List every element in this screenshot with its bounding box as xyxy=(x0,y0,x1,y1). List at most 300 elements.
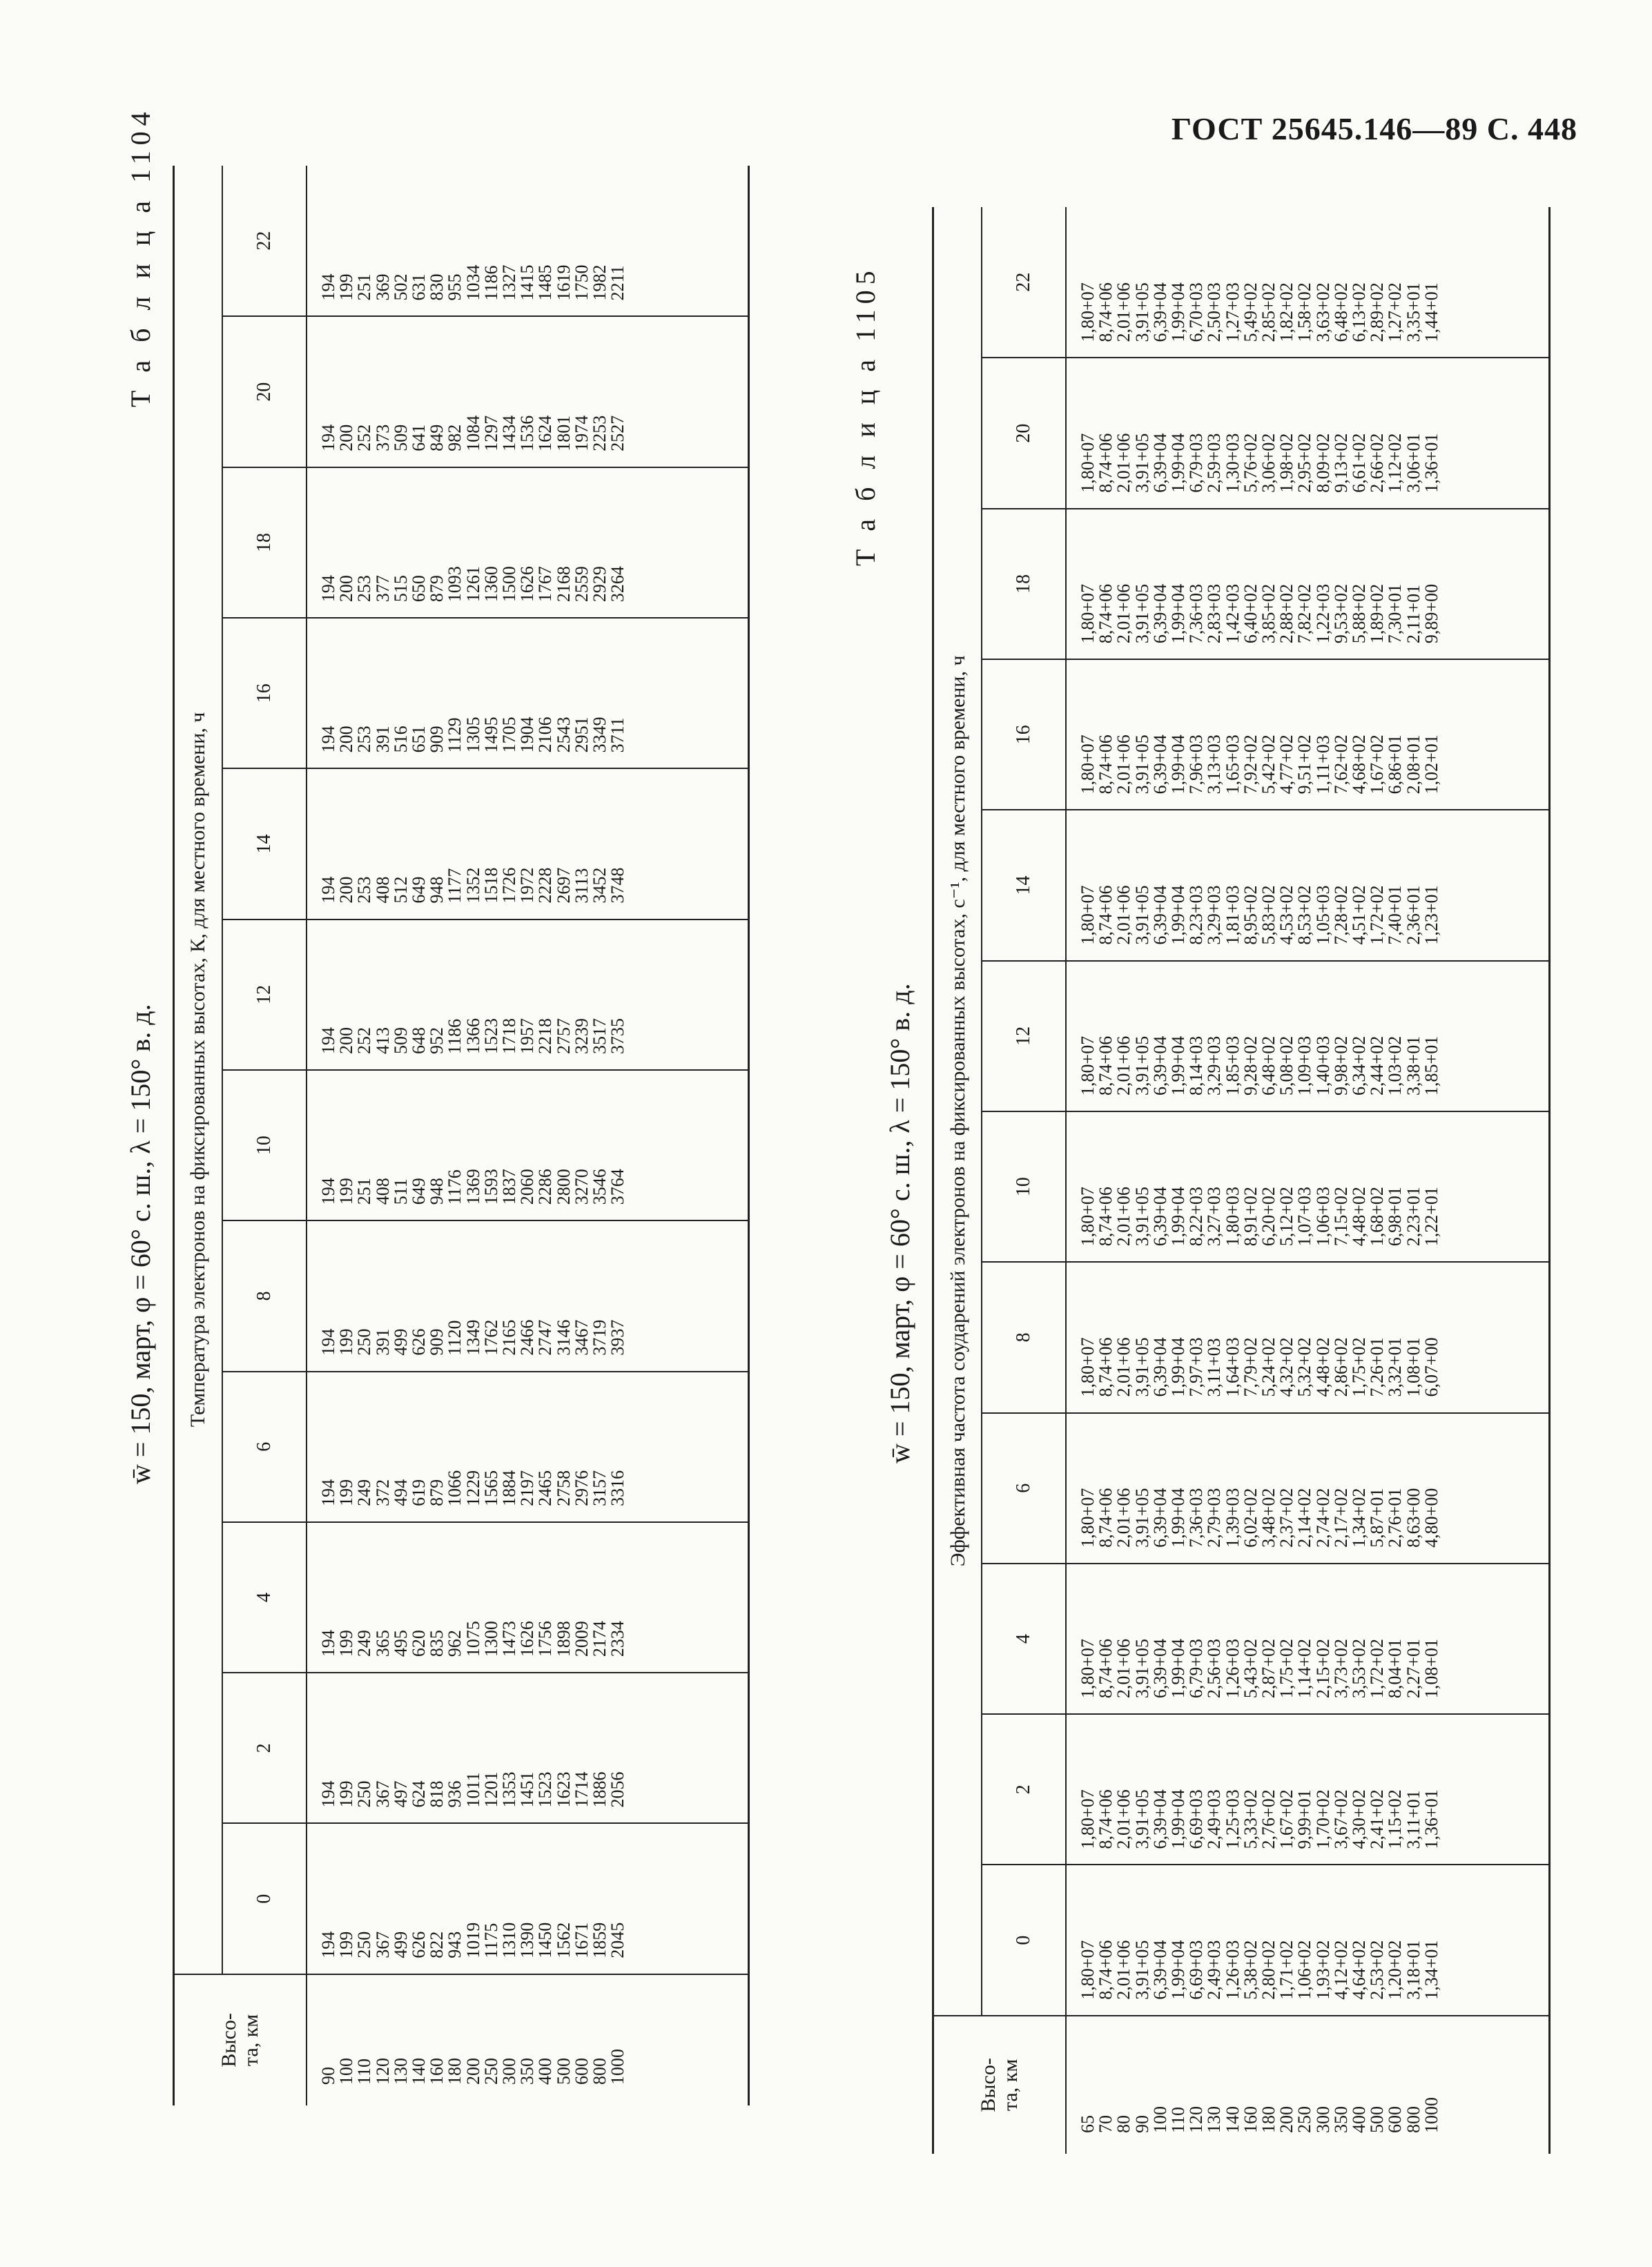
table-cell: 955 xyxy=(445,273,465,301)
altitude-value: 180 xyxy=(445,2058,465,2085)
altitude-value: 110 xyxy=(1168,2106,1189,2133)
table-cell: 1,34+02 xyxy=(1349,1488,1370,1548)
table-cell: 2,01+06 xyxy=(1114,1035,1134,1096)
table-cell: 6,20+02 xyxy=(1259,1187,1279,1247)
altitude-value: 1000 xyxy=(1421,2097,1441,2133)
table-cell: 1352 xyxy=(463,867,483,904)
table-cell: 2,01+06 xyxy=(1114,885,1134,945)
table-cell: 2,85+02 xyxy=(1259,282,1279,342)
hour-header: 18 xyxy=(982,509,1066,659)
value-column xyxy=(1066,1714,1550,1865)
table-cell: 8,63+00 xyxy=(1403,1488,1423,1548)
hour-header: 12 xyxy=(982,961,1066,1111)
table-cell: 6,39+04 xyxy=(1149,1488,1170,1548)
table-cell: 2,41+02 xyxy=(1367,1789,1388,1849)
table-cell: 2165 xyxy=(499,1319,520,1356)
altitude-value: 160 xyxy=(1240,2106,1261,2133)
table-cell: 830 xyxy=(427,273,447,301)
table-cell: 1,99+04 xyxy=(1168,583,1189,644)
table-cell: 5,83+02 xyxy=(1259,885,1279,945)
table-cell: 1,40+03 xyxy=(1312,1035,1333,1096)
table-cell: 2,01+06 xyxy=(1114,1488,1134,1548)
table-cell: 2543 xyxy=(553,717,574,753)
table-cell: 3,35+01 xyxy=(1403,282,1423,342)
table-cell: 199 xyxy=(336,1328,357,1356)
table-cell: 1360 xyxy=(480,566,501,603)
table-cell: 1,82+02 xyxy=(1276,282,1297,342)
table-cell: 1,99+04 xyxy=(1168,1187,1189,1247)
table-cell: 3,38+01 xyxy=(1403,1035,1423,1096)
table-cell: 1,27+02 xyxy=(1385,282,1406,342)
table-cell: 1,02+01 xyxy=(1421,734,1441,795)
table-cell: 1,99+04 xyxy=(1168,282,1189,342)
table-cell: 1495 xyxy=(480,717,501,753)
table-cell: 511 xyxy=(390,1178,411,1205)
table-cell: 3,32+01 xyxy=(1385,1337,1406,1397)
table-cell: 2466 xyxy=(517,1319,538,1356)
table-cell: 2334 xyxy=(608,1621,628,1657)
table-cell: 200 xyxy=(336,575,357,603)
table-cell: 1,12+02 xyxy=(1385,433,1406,493)
altitude-value: 90 xyxy=(1131,2115,1152,2133)
value-column xyxy=(1066,659,1550,810)
table-cell: 8,22+03 xyxy=(1186,1187,1207,1247)
table-cell: 1,36+01 xyxy=(1421,433,1441,493)
table-cell: 2,53+02 xyxy=(1367,1940,1388,2000)
table-cell: 1,80+07 xyxy=(1078,1337,1098,1397)
table-cell: 8,74+06 xyxy=(1096,734,1116,795)
table-cell: 194 xyxy=(318,1630,338,1657)
table-cell: 2,01+06 xyxy=(1114,1337,1134,1397)
table-cell: 1349 xyxy=(463,1319,483,1356)
table-cell: 6,02+02 xyxy=(1240,1488,1261,1548)
table-cell: 253 xyxy=(354,575,375,603)
altitude-value: 200 xyxy=(1276,2106,1297,2133)
table-cell: 365 xyxy=(372,1630,393,1657)
value-column xyxy=(307,1372,749,1522)
table-cell: 8,14+03 xyxy=(1186,1035,1207,1096)
table-cell: 3,91+05 xyxy=(1131,1337,1152,1397)
value-column xyxy=(1066,961,1550,1111)
table-cell: 2253 xyxy=(590,415,610,451)
table-cell: 1,80+07 xyxy=(1078,1789,1098,1849)
table-cell: 1,08+01 xyxy=(1403,1337,1423,1397)
table-cell: 1451 xyxy=(517,1771,538,1808)
table-cell: 499 xyxy=(390,1328,411,1356)
table-cell: 1,36+01 xyxy=(1421,1789,1441,1849)
table-cell: 6,86+01 xyxy=(1385,734,1406,795)
table-cell: 1353 xyxy=(499,1771,520,1808)
table-cell: 7,92+02 xyxy=(1240,734,1261,795)
table-cell: 1,85+01 xyxy=(1421,1035,1441,1096)
table-cell: 1,71+02 xyxy=(1276,1940,1297,2000)
table-cell: 6,39+04 xyxy=(1149,885,1170,945)
table-cell: 1369 xyxy=(463,1169,483,1205)
table-cell: 1,67+02 xyxy=(1367,734,1388,795)
table-cell: 3937 xyxy=(608,1319,628,1356)
hour-header: 16 xyxy=(222,618,307,768)
table-cell: 2,01+06 xyxy=(1114,1187,1134,1247)
table-cell: 1,99+04 xyxy=(1168,1337,1189,1397)
altitude-value: 120 xyxy=(372,2058,393,2085)
table-cell: 909 xyxy=(427,726,447,753)
table-cell: 626 xyxy=(409,1931,429,1958)
table-cell: 369 xyxy=(372,273,393,301)
table-cell: 3,48+02 xyxy=(1259,1488,1279,1548)
table-cell: 1201 xyxy=(480,1771,501,1808)
table-cell: 7,26+01 xyxy=(1367,1337,1388,1397)
value-column xyxy=(1066,1262,1550,1412)
table-cell: 2465 xyxy=(535,1470,556,1506)
value-column xyxy=(307,920,749,1070)
table-cell: 1,80+07 xyxy=(1078,1940,1098,2000)
hour-header: 18 xyxy=(222,467,307,618)
table-cell: 5,38+02 xyxy=(1240,1940,1261,2000)
table-cell: 4,32+02 xyxy=(1276,1337,1297,1397)
table-cell: 8,74+06 xyxy=(1096,282,1116,342)
value-column xyxy=(307,316,749,467)
table-cell: 8,91+02 xyxy=(1240,1187,1261,1247)
table-cell: 1186 xyxy=(445,1018,465,1054)
table-cell: 7,82+02 xyxy=(1294,583,1315,644)
table-cell: 1297 xyxy=(480,415,501,451)
table-cell: 1,99+04 xyxy=(1168,433,1189,493)
table-cell: 250 xyxy=(354,1328,375,1356)
table-caption: Эффективная частота соударений электронов на фиксированных высотах, с⁻¹, для местного времени, ч xyxy=(933,207,982,2016)
table-cell: 1,99+04 xyxy=(1168,885,1189,945)
table-cell: 1176 xyxy=(445,1169,465,1205)
table-cell: 4,12+02 xyxy=(1330,1940,1351,2000)
table-cell: 3,91+05 xyxy=(1131,1035,1152,1096)
table-cell: 6,39+04 xyxy=(1149,1940,1170,2000)
table-cell: 2559 xyxy=(571,566,592,603)
table-cell: 1,80+07 xyxy=(1078,734,1098,795)
table-cell: 9,89+00 xyxy=(1421,583,1441,644)
table-cell: 1,99+04 xyxy=(1168,1940,1189,2000)
table-cell: 515 xyxy=(390,575,411,603)
table-cell: 2286 xyxy=(535,1169,556,1205)
table-cell: 1,99+04 xyxy=(1168,734,1189,795)
table-cell: 3,29+03 xyxy=(1204,1035,1225,1096)
table-cell: 3,91+05 xyxy=(1131,1638,1152,1699)
table-cell: 1,06+03 xyxy=(1312,1187,1333,1247)
table-cell: 8,74+06 xyxy=(1096,1789,1116,1849)
table-cell: 1,11+03 xyxy=(1312,735,1333,795)
table-cell: 2211 xyxy=(608,265,628,301)
table-cell: 624 xyxy=(409,1780,429,1808)
table-cell: 2951 xyxy=(571,717,592,753)
table-cell: 5,43+02 xyxy=(1240,1638,1261,1699)
table-cell: 2,74+02 xyxy=(1312,1488,1333,1548)
table-cell: 650 xyxy=(409,575,429,603)
table-cell: 1536 xyxy=(517,415,538,451)
table-cell: 1327 xyxy=(499,264,520,301)
table-cell: 626 xyxy=(409,1328,429,1356)
table-cell: 2527 xyxy=(608,415,628,451)
table-cell: 391 xyxy=(372,1328,393,1356)
table-cell: 250 xyxy=(354,1780,375,1808)
table-cell: 3,85+02 xyxy=(1259,583,1279,644)
altitude-header: Высо- та, км xyxy=(174,1974,307,2105)
table-cell: 2757 xyxy=(553,1018,574,1054)
table-cell: 373 xyxy=(372,424,393,451)
table-cell: 948 xyxy=(427,876,447,904)
value-column xyxy=(307,768,749,919)
value-column xyxy=(1066,1564,1550,1714)
table-cell: 3,11+01 xyxy=(1403,1790,1423,1849)
table-cell: 1,06+02 xyxy=(1294,1940,1315,2000)
altitude-value: 120 xyxy=(1186,2106,1207,2133)
table-cell: 2,27+01 xyxy=(1403,1638,1423,1699)
table-cell: 251 xyxy=(354,273,375,301)
table-cell: 1593 xyxy=(480,1169,501,1205)
table-cell: 1066 xyxy=(445,1470,465,1506)
table-cell: 620 xyxy=(409,1630,429,1657)
table-cell: 2,66+02 xyxy=(1367,433,1388,493)
table-cell: 2,50+03 xyxy=(1204,282,1225,342)
value-column xyxy=(1066,358,1550,508)
altitude-value: 1000 xyxy=(608,2049,628,2085)
table-cell: 1305 xyxy=(463,717,483,753)
table-cell: 962 xyxy=(445,1630,465,1657)
table-cell: 1,25+03 xyxy=(1222,1789,1243,1849)
altitude-value: 250 xyxy=(480,2058,501,2085)
table-cell: 3467 xyxy=(571,1319,592,1356)
table-cell: 1300 xyxy=(480,1621,501,1657)
table-cell: 1,26+03 xyxy=(1222,1638,1243,1699)
table-cell: 9,13+02 xyxy=(1330,433,1351,493)
table-cell: 372 xyxy=(372,1479,393,1506)
table-cell: 516 xyxy=(390,726,411,753)
hour-header: 22 xyxy=(222,166,307,316)
table-cell: 3,06+01 xyxy=(1403,433,1423,493)
table-cell: 1186 xyxy=(480,265,501,301)
hour-header: 14 xyxy=(982,810,1066,960)
table-1105 xyxy=(932,207,1551,2154)
altitude-value: 130 xyxy=(1204,2106,1225,2133)
table-cell: 194 xyxy=(318,726,338,753)
table-cell: 3239 xyxy=(571,1018,592,1054)
value-column xyxy=(307,618,749,768)
table-cell: 1129 xyxy=(445,717,465,753)
table-cell: 2,79+03 xyxy=(1204,1488,1225,1548)
table-cell: 1904 xyxy=(517,717,538,753)
altitude-column xyxy=(307,1974,749,2105)
table-cell: 199 xyxy=(336,1178,357,1205)
table-cell: 250 xyxy=(354,1931,375,1958)
table-cell: 194 xyxy=(318,424,338,451)
table-cell: 4,64+02 xyxy=(1349,1940,1370,2000)
table-cell: 1,80+07 xyxy=(1078,885,1098,945)
table-cell: 3452 xyxy=(590,867,610,904)
value-column xyxy=(307,1823,749,1974)
table-cell: 1261 xyxy=(463,566,483,603)
table-cell: 2,56+03 xyxy=(1204,1638,1225,1699)
table-cell: 649 xyxy=(409,876,429,904)
table-cell: 1366 xyxy=(463,1018,483,1054)
table-cell: 1,98+02 xyxy=(1276,433,1297,493)
table-cell: 3,06+02 xyxy=(1259,433,1279,493)
table-cell: 952 xyxy=(427,1027,447,1054)
table-cell: 7,96+03 xyxy=(1186,734,1207,795)
table-cell: 1,39+03 xyxy=(1222,1488,1243,1548)
table-cell: 1,75+02 xyxy=(1349,1337,1370,1397)
table-cell: 194 xyxy=(318,575,338,603)
table-cell: 2,01+06 xyxy=(1114,433,1134,493)
table-cell: 3,13+03 xyxy=(1204,734,1225,795)
altitude-value: 70 xyxy=(1096,2115,1116,2133)
table-cell: 1718 xyxy=(499,1018,520,1054)
table-cell: 1714 xyxy=(571,1771,592,1808)
table-cell: 5,42+02 xyxy=(1259,734,1279,795)
table-cell: 2,76+01 xyxy=(1385,1488,1406,1548)
table-cell: 8,74+06 xyxy=(1096,1035,1116,1096)
table-cell: 3,63+02 xyxy=(1312,282,1333,342)
table-cell: 7,62+02 xyxy=(1330,734,1351,795)
table-cell: 495 xyxy=(390,1630,411,1657)
table-cell: 641 xyxy=(409,424,429,451)
table-cell: 6,13+02 xyxy=(1349,282,1370,342)
table-cell: 252 xyxy=(354,1027,375,1054)
table-cell: 5,24+02 xyxy=(1259,1337,1279,1397)
table-cell: 1,72+02 xyxy=(1367,885,1388,945)
table-cell: 1,58+02 xyxy=(1294,282,1315,342)
altitude-value: 65 xyxy=(1078,2115,1098,2133)
table-cell: 1,14+02 xyxy=(1294,1638,1315,1699)
table-cell: 1,72+02 xyxy=(1367,1638,1388,1699)
table-cell: 8,74+06 xyxy=(1096,1337,1116,1397)
table-cell: 3113 xyxy=(571,868,592,904)
altitude-value: 400 xyxy=(535,2058,556,2085)
table-cell: 199 xyxy=(336,1780,357,1808)
table-cell: 1756 xyxy=(535,1621,556,1657)
table-cell: 8,74+06 xyxy=(1096,433,1116,493)
table-cell: 3517 xyxy=(590,1018,610,1054)
table-cell: 3,53+02 xyxy=(1349,1638,1370,1699)
table-cell: 509 xyxy=(390,1027,411,1054)
altitude-value: 200 xyxy=(463,2058,483,2085)
table-cell: 1957 xyxy=(517,1018,538,1054)
table-cell: 3,29+03 xyxy=(1204,885,1225,945)
table-cell: 3711 xyxy=(608,717,628,753)
table-cell: 367 xyxy=(372,1931,393,1958)
table-cell: 1619 xyxy=(553,264,574,301)
table-cell: 200 xyxy=(336,1027,357,1054)
table-cell: 3,91+05 xyxy=(1131,1940,1152,2000)
table-cell: 2106 xyxy=(535,717,556,753)
table-cell: 2,37+02 xyxy=(1276,1488,1297,1548)
table-cell: 6,79+03 xyxy=(1186,1638,1207,1699)
table-cell: 199 xyxy=(336,1630,357,1657)
table-cell: 497 xyxy=(390,1780,411,1808)
table-cell: 6,39+04 xyxy=(1149,734,1170,795)
table-cell: 3146 xyxy=(553,1319,574,1356)
table-cell: 1623 xyxy=(553,1771,574,1808)
table-cell: 2,08+01 xyxy=(1403,734,1423,795)
table-cell: 2060 xyxy=(517,1169,538,1205)
table-cell: 194 xyxy=(318,273,338,301)
table-cell: 194 xyxy=(318,1178,338,1205)
table-cell: 5,49+02 xyxy=(1240,282,1261,342)
table-cell: 3748 xyxy=(608,867,628,904)
table-cell: 1,80+07 xyxy=(1078,1187,1098,1247)
table-cell: 5,33+02 xyxy=(1240,1789,1261,1849)
table-cell: 7,40+01 xyxy=(1385,885,1406,945)
altitude-value: 500 xyxy=(1367,2106,1388,2133)
table-cell: 194 xyxy=(318,876,338,904)
table-cell: 1,34+01 xyxy=(1421,1940,1441,2000)
hour-header: 16 xyxy=(982,659,1066,810)
table-cell: 7,28+02 xyxy=(1330,885,1351,945)
table-cell: 251 xyxy=(354,1178,375,1205)
table-cell: 1705 xyxy=(499,717,520,753)
hour-header: 20 xyxy=(982,358,1066,508)
table-cell: 1,85+03 xyxy=(1222,1035,1243,1096)
value-column xyxy=(1066,810,1550,960)
table-cell: 194 xyxy=(318,1479,338,1506)
table-cell: 6,39+04 xyxy=(1149,583,1170,644)
hour-header: 0 xyxy=(222,1823,307,1974)
table-cell: 1982 xyxy=(590,264,610,301)
table-cell: 1884 xyxy=(499,1470,520,1506)
table-cell: 7,15+02 xyxy=(1330,1187,1351,1247)
value-column xyxy=(307,1220,749,1371)
table-cell: 5,76+02 xyxy=(1240,433,1261,493)
table-1104 xyxy=(173,166,750,2105)
table-cell: 249 xyxy=(354,1630,375,1657)
table-cell: 6,07+00 xyxy=(1421,1337,1441,1397)
table-cell: 509 xyxy=(390,424,411,451)
table-cell: 2,01+06 xyxy=(1114,1789,1134,1849)
table-cell: 1886 xyxy=(590,1771,610,1808)
table-cell: 9,98+02 xyxy=(1330,1035,1351,1096)
hour-header: 0 xyxy=(982,1865,1066,2015)
table-cell: 2,83+03 xyxy=(1204,583,1225,644)
hour-header: 14 xyxy=(222,768,307,919)
table-cell: 1075 xyxy=(463,1621,483,1657)
table-cell: 9,28+02 xyxy=(1240,1035,1261,1096)
table-1105-block xyxy=(835,41,1595,2154)
table-cell: 1,80+07 xyxy=(1078,1488,1098,1548)
altitude-value: 300 xyxy=(1312,2106,1333,2133)
table-cell: 2,15+02 xyxy=(1312,1638,1333,1699)
table-cell: 2,86+02 xyxy=(1330,1337,1351,1397)
table-cell: 2,11+01 xyxy=(1403,584,1423,644)
table-cell: 1034 xyxy=(463,264,483,301)
table-cell: 5,08+02 xyxy=(1276,1035,1297,1096)
hour-header: 4 xyxy=(982,1564,1066,1714)
table-cell: 6,39+04 xyxy=(1149,1035,1170,1096)
table-cell: 8,74+06 xyxy=(1096,1488,1116,1548)
table-cell: 2,49+03 xyxy=(1204,1940,1225,2000)
table-cell: 1,26+03 xyxy=(1222,1940,1243,2000)
table-cell: 1562 xyxy=(553,1922,574,1958)
table-cell: 879 xyxy=(427,575,447,603)
table-cell: 4,30+02 xyxy=(1349,1789,1370,1849)
table-cell: 1,65+03 xyxy=(1222,734,1243,795)
table-cell: 3735 xyxy=(608,1018,628,1054)
value-column xyxy=(307,1673,749,1823)
table-cell: 1,15+02 xyxy=(1385,1789,1406,1849)
table-cell: 1,99+04 xyxy=(1168,1488,1189,1548)
table-cell: 253 xyxy=(354,876,375,904)
hour-header: 6 xyxy=(222,1372,307,1522)
table-cell: 6,39+04 xyxy=(1149,282,1170,342)
table-cell: 2,49+03 xyxy=(1204,1789,1225,1849)
table-cell: 408 xyxy=(372,1178,393,1205)
table-cell: 1500 xyxy=(499,566,520,603)
table-cell: 6,98+01 xyxy=(1385,1187,1406,1247)
